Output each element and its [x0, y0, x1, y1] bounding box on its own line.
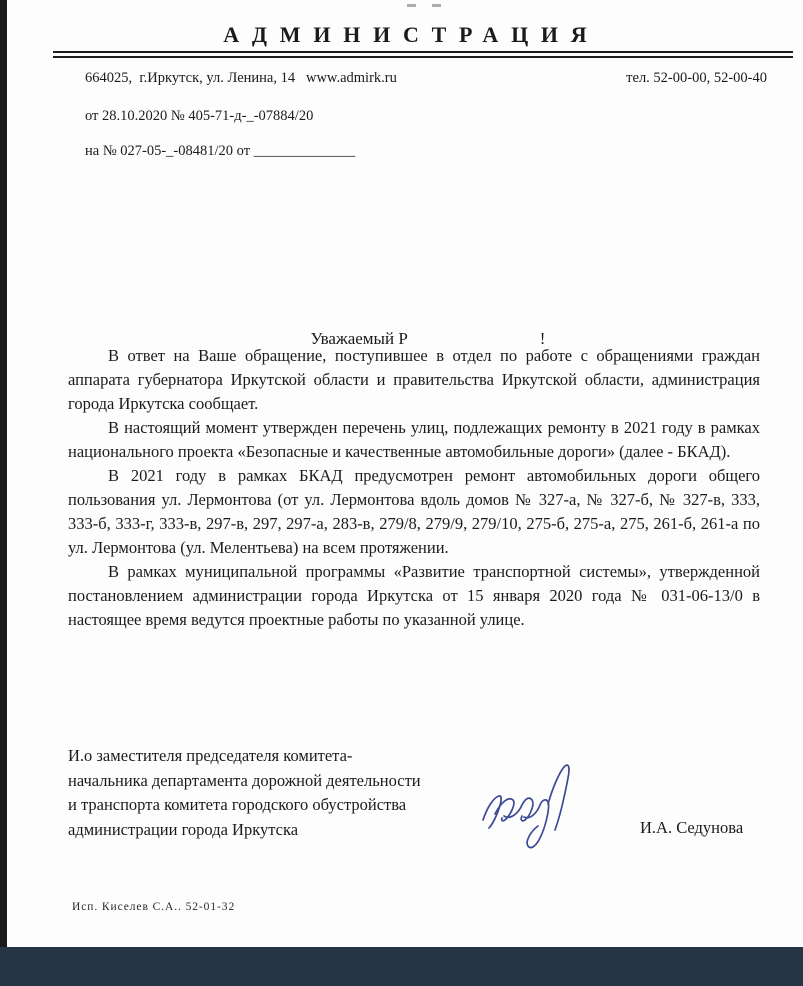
handwritten-signature-icon — [477, 758, 587, 858]
letter-body — [68, 344, 760, 632]
scan-artifact — [432, 4, 441, 7]
body-paragraph: В рамках муниципальной программы «Развитие транспортной системы», утвержденной постановлением администрации города Иркутска от 15 января 2020 года № 031-06-13/0 в настоящее время ведутся проектные работы по указанной улице. — [68, 562, 760, 629]
org-phone: тел. 52-00-00, 52-00-40 — [626, 70, 767, 86]
org-address: 664025, г.Иркутск, ул. Ленина, 14 www.admirk.ru — [85, 70, 397, 86]
letterhead-contact-row — [85, 70, 767, 87]
viewer-bottom-band — [0, 947, 803, 986]
signer-position-line: и транспорта комитета городского обустройства — [68, 795, 407, 814]
scan-artifact — [407, 4, 416, 7]
signer-position-line: начальника департамента дорожной деятельности — [68, 770, 421, 790]
scan-edge-strip — [0, 0, 7, 947]
signer-name: И.А. Седунова — [640, 818, 744, 837]
letterhead-rule — [53, 51, 793, 58]
salutation-exclamation: ! — [539, 329, 546, 348]
letter-page — [7, 0, 803, 947]
body-paragraph: В 2021 году в рамках БКАД предусмотрен ремонт автомобильных дороги общего пользования ул. Лермонтова (от ул. Лермонтова вдоль домов № 327-а, № 327-б, № 327-в, 333, 333-б, 333-г, 333-в, 297-в, 297, 297-а, 283-в, 279/8, 279/9, 279/10, 275-б, 275-а, 275, 261-б, 261-а по ул. Лермонтова (ул. Мелентьева) на всем протяжении. — [68, 466, 760, 557]
executor-line: Исп. Киселев С.А.. 52-01-32 — [72, 901, 236, 913]
signer-position-line: администрации города Иркутска — [68, 819, 299, 839]
incoming-reference-line: на № 027-05-_-08481/20 от ______________ — [85, 143, 356, 159]
body-paragraph: В настоящий момент утвержден перечень улиц, подлежащих ремонту в 2021 году в рамках национального проекта «Безопасные и качественные автомобильные дороги» (далее - БКАД). — [68, 418, 760, 461]
body-paragraph: В ответ на Ваше обращение, поступившее в отдел по работе с обращениями граждан аппарата губернатора Иркутской области и правительства Иркутской области, администрация города Иркутска сообщает. — [68, 346, 760, 413]
signer-position-line: И.о заместителя председателя комитета- — [68, 746, 353, 765]
salutation-text: Уважаемый Р — [310, 329, 408, 348]
organization-title: АДМИНИСТРАЦИЯ — [223, 22, 600, 47]
outgoing-reference-line: от 28.10.2020 № 405-71-д-_-07884/20 — [85, 108, 314, 124]
